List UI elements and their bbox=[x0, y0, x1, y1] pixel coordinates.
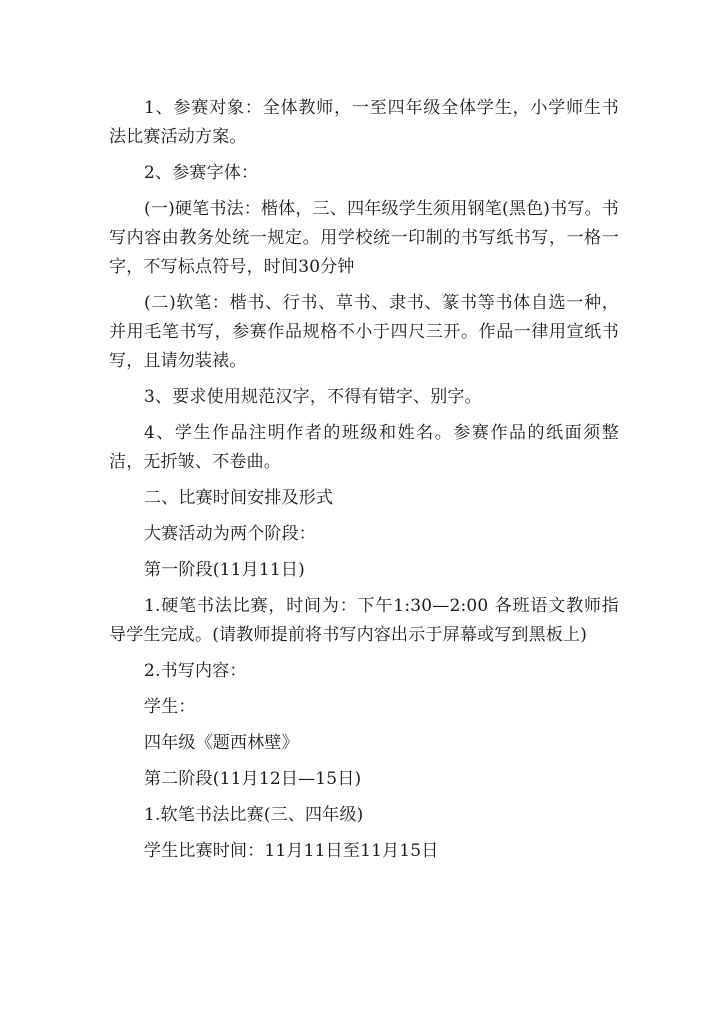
paragraph-stage-one: 第一阶段(11月11日) bbox=[144, 560, 305, 580]
paragraph-students: 学生： bbox=[144, 697, 196, 717]
paragraph-font-heading: 2、参赛字体： bbox=[144, 163, 259, 183]
paragraph-writing-content: 2.书写内容： bbox=[144, 661, 247, 681]
paragraph-stage-two: 第二阶段(11月12日—15日) bbox=[144, 769, 362, 789]
paragraph-hard-pen: (一)硬笔书法：楷体，三、四年级学生须用钢笔(黑色)书写。书写内容由教务处统一规定。用学校统一印制的书写纸书写，一格一字，不写标点符号，时间30分钟 bbox=[109, 199, 619, 277]
document-body bbox=[109, 94, 619, 873]
paragraph-participants: 1、参赛对象：全体教师，一至四年级全体学生，小学师生书法比赛活动方案。 bbox=[109, 98, 619, 147]
paragraph-soft-brush: (二)软笔：楷书、行书、草书、隶书、篆书等书体自选一种，并用毛笔书写，参赛作品规格不小于四尺三开。作品一律用宣纸书写，且请勿装裱。 bbox=[109, 293, 619, 371]
section-heading-schedule: 二、比赛时间安排及形式 bbox=[144, 488, 334, 508]
paragraph-student-contest-time: 学生比赛时间：11月11日至11月15日 bbox=[144, 841, 439, 861]
paragraph-soft-brush-contest: 1.软笔书法比赛(三、四年级) bbox=[144, 805, 364, 825]
paragraph-standard-characters: 3、要求使用规范汉字，不得有错字、别字。 bbox=[144, 387, 482, 407]
paragraph-grade-four-poem: 四年级《题西林壁》 bbox=[144, 733, 299, 753]
paragraph-two-stages: 大赛活动为两个阶段： bbox=[144, 524, 316, 544]
paragraph-hard-pen-contest: 1.硬笔书法比赛，时间为：下午1:30—2:00 各班语文教师指导学生完成。(请教师提前将书写内容出示于屏幕或写到黑板上) bbox=[109, 596, 619, 645]
paragraph-work-labeling: 4、学生作品注明作者的班级和姓名。参赛作品的纸面须整洁，无折皱、不卷曲。 bbox=[109, 423, 619, 472]
